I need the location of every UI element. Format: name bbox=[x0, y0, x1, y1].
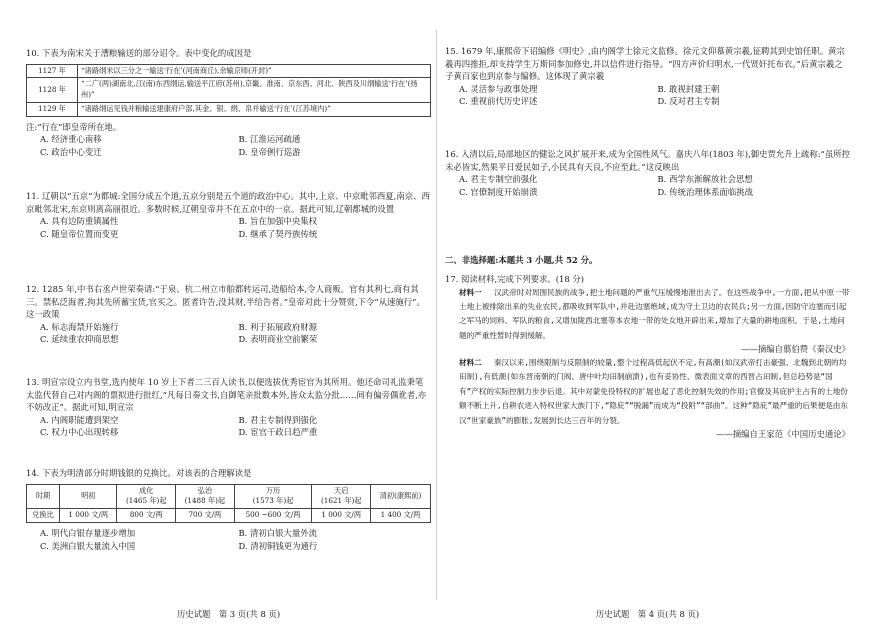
right-page bbox=[445, 0, 850, 630]
question-10-stem: 10. 下表为南宋关于漕粮输送的部分诏令。表中变化的成因是 bbox=[26, 48, 252, 58]
table-cell: 700 文/两 bbox=[176, 509, 235, 523]
table-cell: 500 ~600 文/两 bbox=[234, 509, 312, 523]
option-a[interactable]: A. 灵活参与政事处理 bbox=[459, 83, 538, 94]
option-c[interactable]: C. 重视前代历史评述 bbox=[459, 96, 538, 107]
table-cell: 1129 年 bbox=[27, 103, 78, 117]
question-12-stem: 12. 1285 年,中书右丞卢世荣奏请:“于泉、杭二州立市舶都转运司,造船给本,令人商贩。官有其利七,商有其三。禁私泛海者,拘其先所蓄宝货,官买之。匿者许告,没其财,半给告者。”皇帝对此十分赞赏,下令“从速施行”。这一政策 bbox=[26, 284, 425, 320]
table-cell: “诸路纲运见钱并粮输送建康府户部,其金、银、绢、帛并输送‘行在’(江苏境内)” bbox=[78, 103, 431, 117]
option-d[interactable]: D. 宦官干政日趋严重 bbox=[238, 427, 318, 438]
section-heading: 二、非选择题:本题共 3 小题,共 52 分。 bbox=[445, 255, 598, 265]
table-cell: 兑换比 bbox=[27, 509, 60, 523]
material-1 bbox=[445, 286, 850, 344]
page-divider bbox=[436, 30, 437, 600]
table-cell: 800 文/两 bbox=[117, 509, 176, 523]
option-b[interactable]: B. 敢视封建王朝 bbox=[657, 83, 720, 94]
question-12 bbox=[26, 283, 431, 346]
option-a[interactable]: A. 明代白银存量逐步增加 bbox=[40, 528, 136, 538]
question-17-stem: 17. 阅读材料,完成下列要求。(18 分) bbox=[445, 274, 584, 284]
option-c[interactable]: C. 延续重农抑商思想 bbox=[40, 334, 119, 345]
question-14 bbox=[26, 467, 431, 552]
option-c[interactable]: C. 随皇帝位置而变更 bbox=[40, 228, 119, 239]
table-note: 注:“行在”即皇帝所在地。 bbox=[26, 121, 122, 132]
question-11-stem: 11. 辽朝以“五京”为都城:全国分成五个道,五京分别是五个道的政治中心。其中,上京、中京毗邻西夏,南京、西京毗邻北宋,东京则离高丽很近。多数时候,辽朝皇帝并不在五京中的一京。据此可知,辽朝都城的设置 bbox=[26, 191, 430, 214]
option-a[interactable]: A. 君主专制空前强化 bbox=[459, 174, 538, 185]
table-header-cell: 弘治 (1488 年)起 bbox=[176, 484, 235, 509]
option-c[interactable]: C. 权力中心出现转移 bbox=[40, 427, 119, 438]
question-15-stem: 15. 1679 年,康熙帝下诏编修《明史》,由内阁学士徐元文监修。徐元文仰慕黄宗羲,征聘其到史馆任职。黄宗羲再四推拒,却支持学生万斯同参加修史,并以信件进行指导。“四方声价归明水,一代贤奸托布衣。”后黄宗羲之子黄百家也到京参与编修。这体现了黄宗羲 bbox=[445, 46, 845, 82]
table-cell: “诸路纲米以三分之一输送‘行在’(河南商丘),余输京师(开封)” bbox=[78, 64, 431, 78]
question-13 bbox=[26, 376, 431, 439]
question-10 bbox=[26, 47, 431, 159]
answer-options bbox=[26, 215, 431, 240]
grain-edict-table bbox=[26, 64, 431, 117]
table-row bbox=[27, 64, 431, 78]
question-11 bbox=[26, 190, 431, 240]
option-a[interactable]: A. 标志海禁开始施行 bbox=[40, 321, 119, 332]
table-header-row bbox=[27, 484, 431, 509]
option-a[interactable]: A. 具有边防重镇属性 bbox=[40, 216, 119, 227]
material-1-source: ——摘编自翦伯赞《秦汉史》 bbox=[741, 344, 850, 355]
table-row bbox=[27, 103, 431, 117]
material-2-label: 材料二 bbox=[459, 357, 482, 367]
option-d[interactable]: D. 传统治理体系面临挑战 bbox=[657, 186, 753, 197]
page-footer: 历史试题 第 3 页(共 8 页) bbox=[176, 609, 281, 619]
table-cell: 1127 年 bbox=[27, 64, 78, 78]
answer-options bbox=[445, 173, 850, 198]
option-b[interactable]: B. 西学东渐解放社会思想 bbox=[657, 174, 753, 185]
question-17 bbox=[445, 273, 850, 441]
option-d[interactable]: D. 表明商业空前繁荣 bbox=[238, 334, 318, 345]
material-2-source: ——摘编自王家范《中国历史通论》 bbox=[716, 429, 850, 440]
option-b[interactable]: B. 旨在加强中央集权 bbox=[238, 216, 317, 227]
table-header-cell: 天启 (1621 年)起 bbox=[312, 484, 371, 509]
question-16-stem: 16. 入清以后,局部地区的健讼之风扩展开来,成为全国性风气。嘉庆八年(1803 年),御史贾允升上疏称:“虽所控未必皆实,然果平日爱民如子,小民具有天良,不应至此。”这反映出 bbox=[445, 149, 850, 172]
table-header-cell: 时期 bbox=[27, 484, 60, 509]
answer-options bbox=[26, 133, 431, 158]
option-a[interactable]: A. 内阁职能遭到架空 bbox=[40, 414, 119, 425]
table-cell: 1 400 文/两 bbox=[371, 509, 431, 523]
table-header-cell: 成化 (1465 年)起 bbox=[117, 484, 176, 509]
option-b[interactable]: B. 利于拓展政府财源 bbox=[238, 321, 317, 332]
option-d[interactable]: D. 反对君主专制 bbox=[657, 96, 720, 107]
table-cell: “二广(两)湖南北,江(南)东西纲运,输送平江府(苏州),京畿、淮南、京东西、河北、陕西及川纲输送‘行在’(扬州)” bbox=[78, 78, 431, 103]
question-15 bbox=[445, 45, 850, 108]
material-1-label: 材料一 bbox=[459, 287, 482, 297]
option-b[interactable]: B. 君主专制得到强化 bbox=[238, 414, 317, 425]
question-13-stem: 13. 明宣宗设立内书堂,选内使年 10 岁上下者二三百人读书,以便选拔优秀宦官为其所用。他还命司礼监秉笔太监代替自己对内阁的票拟进行批红,“凡每日奏文书,自御笔亲批数本外,皆众太监分批……间有偏旁偶讹者,亦不妨改正”。据此可知,明宣宗 bbox=[26, 377, 427, 413]
question-14-stem: 14. 下表为明清部分时期钱银的兑换比。对该表的合理解读是 bbox=[26, 468, 252, 478]
table-row bbox=[27, 78, 431, 103]
option-c[interactable]: C. 政治中心变迁 bbox=[40, 147, 102, 158]
answer-options bbox=[26, 321, 431, 346]
option-d[interactable]: D. 清初铜钱更为通行 bbox=[238, 540, 318, 551]
answer-options bbox=[26, 527, 431, 552]
option-a[interactable]: A. 经济重心南移 bbox=[40, 134, 102, 145]
table-header-cell: 明初 bbox=[60, 484, 117, 509]
material-2-text: 秦汉以来,围绕限制与反限制的较量,整个过程高低起伏不定,有高潮(如汉武帝打击豪强、北魏到北朝的均田制),有低潮(如东晋南朝的门阀、唐中叶均田制崩溃),也有妥协性、微表面文章的西晋占田制,但总趋势是“国有”产权的实际控制力步步后退。其中对蒙免役特权的扩展也起了恶化控制失效的作用;官僚及其庇护主占有的土地份额不断上升,自耕农进入特权世家大族门下,“隐庇”“脱漏”而成为“投附”“部曲”。这种“隐庇”最严重的后果便是由东汉“世家豪族”的膨胀,发展到长达三百年的分裂。 bbox=[459, 357, 848, 425]
table-cell: 1128 年 bbox=[27, 78, 78, 103]
material-2 bbox=[445, 356, 850, 428]
table-cell: 1 000 文/两 bbox=[312, 509, 371, 523]
option-d[interactable]: D. 继承了契丹族传统 bbox=[238, 228, 318, 239]
exchange-rate-table bbox=[26, 484, 431, 523]
page-footer: 历史试题 第 4 页(共 8 页) bbox=[595, 609, 700, 619]
table-header-cell: 万历 (1573 年)起 bbox=[234, 484, 312, 509]
option-b[interactable]: B. 清初白银大量外流 bbox=[238, 528, 317, 538]
answer-options bbox=[445, 83, 850, 108]
option-c[interactable]: C. 官僚制度开始崩溃 bbox=[459, 186, 538, 197]
table-cell: 1 000 文/两 bbox=[60, 509, 117, 523]
option-b[interactable]: B. 江淮运河疏通 bbox=[238, 134, 301, 145]
material-1-text: 汉武帝时对周围民族的战争,把土地问题的严重气压缓慢地泄出去了。在这些战争中,一方面,把从中原一带土地上被排除出来的失业农民,都吸收到军队中,并赴边塞绝域,成为守土卫边的农民兵;另一方面,因防守边塞而引起之军马的饲料、军队的粮食,又增加陇西北塞等本农地一带的处女地开辟出来,增加了大量的耕地面积。于是,土地问题的严重性暂时得到缓解。 bbox=[459, 287, 850, 340]
question-16 bbox=[445, 148, 850, 198]
table-row bbox=[27, 509, 431, 523]
left-page bbox=[26, 0, 431, 630]
option-d[interactable]: D. 皇帝例行巡游 bbox=[238, 147, 301, 158]
option-c[interactable]: C. 美洲白银大量流入中国 bbox=[40, 540, 136, 551]
table-header-cell: 清初(康熙前) bbox=[371, 484, 431, 509]
answer-options bbox=[26, 414, 431, 439]
